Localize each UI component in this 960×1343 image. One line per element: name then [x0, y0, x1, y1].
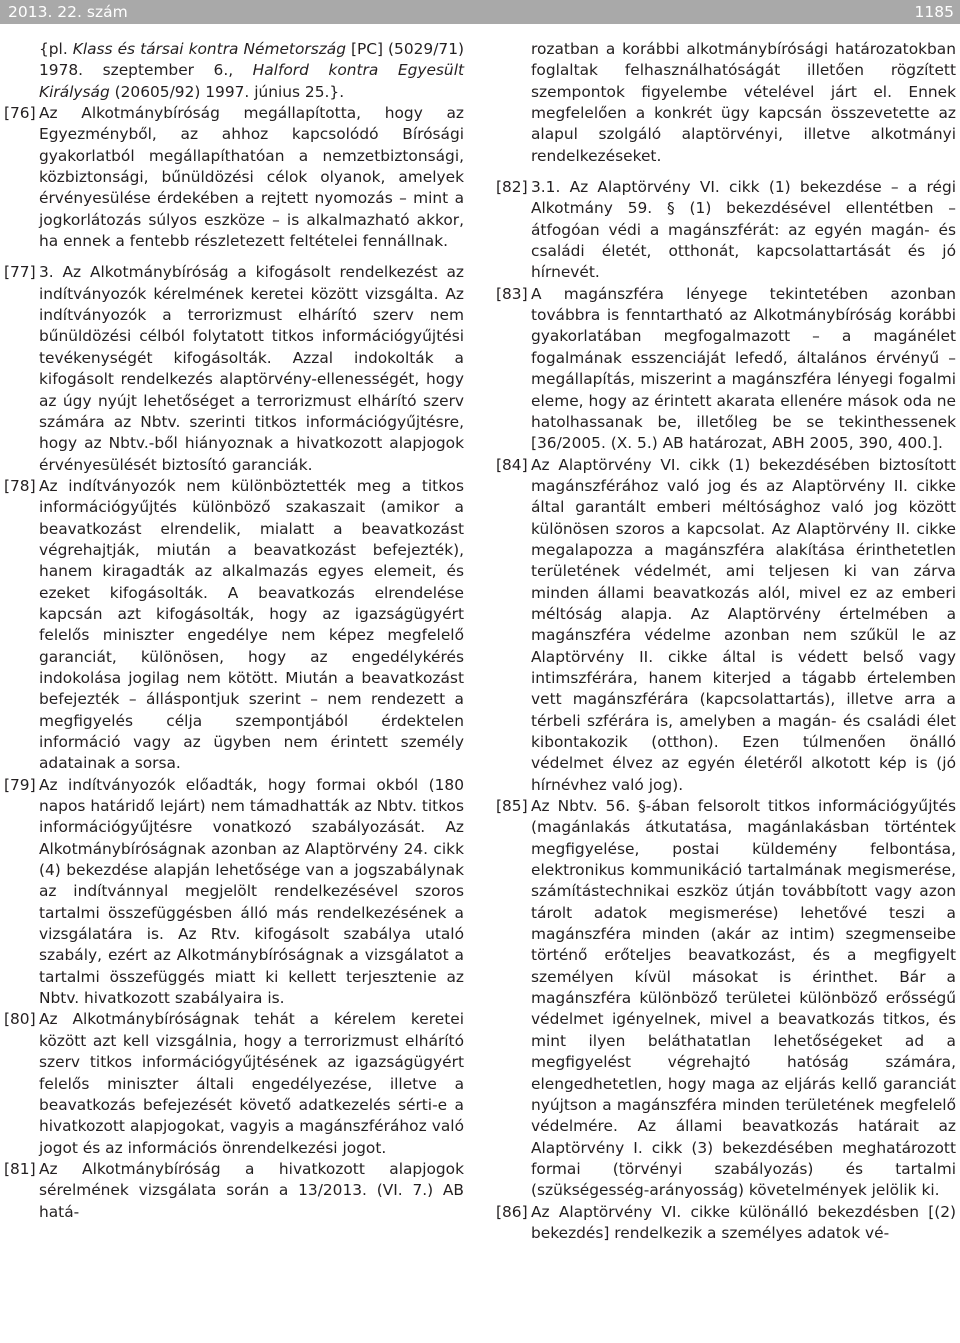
- paragraph-text: Az Alkotmánybíróság a hivatkozott alapjogok sérelmének vizsgálata során a 13/2013. (VI. 7.) AB hatá-: [39, 1159, 464, 1221]
- paragraph-number: [83]: [496, 284, 528, 303]
- paragraph-number: [79]: [4, 775, 36, 794]
- paragraph-text: rozatban a korábbi alkotmánybírósági határozatokban foglaltak felhasználhatóságát illetően rögzített szempontok figyelembe vételével járt el. Ennek megfelelően a konkrét ügy kapcsán összevetette az alapul szolgáló alaptörvényi, illetve alkotmányi rendelkezéseket.: [531, 40, 956, 165]
- paragraph-82: [496, 177, 956, 284]
- citation-case-1: Klass és társai kontra Németország: [72, 40, 346, 58]
- paragraph-86: [496, 1202, 956, 1245]
- paragraph-79: [4, 775, 464, 1010]
- paragraph-76: [4, 103, 464, 252]
- paragraph-text: Az Alkotmánybíróság megállapította, hogy az Egyezményből, az ahhoz kapcsolódó Bírósági gyakorlatból megállapíthatóan a nemzetbiztonsági, közbiztonsági, bűnüldözési célok olyanok, amelyek érvényesülése érdekében a rejtett nyomozás – mint a jogkorlátozás súlyos eszköze – is alkalmazható akkor, ha ennek a fentebb részletezett feltételei fennállnak.: [39, 104, 464, 251]
- right-column: [496, 39, 956, 1244]
- citation-text-2: [PC] (5029/71) 1978. szeptember 6.,: [39, 40, 464, 80]
- paragraph-number: [76]: [4, 104, 36, 123]
- paragraph-80: [4, 1009, 464, 1158]
- paragraph-number: [77]: [4, 263, 36, 282]
- page-number: 1185: [914, 3, 954, 21]
- paragraph-text: Az Alaptörvény VI. cikk (1) bekezdésében biztosított magánszférához való jog és az Alaptörvény II. cikke által garantált emberi méltósághoz való jog között különösen szoros a kapcsolat. Az Alaptörvény II. cikke megalapozza a magánszféra alakítása érinthetetlen területének védelmét, ami teljesen ki van zárva minden állami beavatkozás alól, mivel ez az emberi méltóság alapja. Az Alaptörvény értelmében a magánszféra védelme azonban nem szűkül le az Alaptörvény II. cikke által is védett belső vagy intimszférára, hanem kiterjed a tágabb értelemben vett magánszférára (kapcsolattartás), illetve arra a térbeli szférára is, amelyben a magán- és családi élet kibontakozik (otthon). Ezen túlmenően önálló védelmet élvez az egyén életéről alkotott kép is (jó hírnévhez való jog).: [531, 455, 956, 794]
- citation-text-1: {pl.: [39, 40, 73, 58]
- paragraph-number: [78]: [4, 476, 36, 495]
- citation-case-2: Halford kontra Egyesült Királyság: [39, 61, 464, 101]
- paragraph-84: [496, 455, 956, 797]
- issue-label: 2013. 22. szám: [8, 3, 128, 21]
- paragraph-text: 3.1. Az Alaptörvény VI. cikk (1) bekezdése – a régi Alkotmány 59. § (1) bekezdésével ellentétben – átfogóan védi a magánszférát: az egyén magán- és családi életét, otthonát, kapcsolattartását és jó hírnevét.: [531, 178, 956, 282]
- paragraph-text: Az Nbtv. 56. §-ában felsorolt titkos információgyűjtés (magánlakás átkutatása, magánlakásban történtek megfigyelése, postai küldemény felbontása, elektronikus kommunikáció tartalmának megismerése, számítástechnikai eszköz útján továbbított vagy azon tárolt adatok megismerése) lehetővé teszi a magánszféra minden (akár az intim) szegmenseibe történő erőteljes beavatkozást, és a megfigyelt személyen kívül másokat is érinthet. Bár a magánszféra különböző területei különböző erősségű védelmet igényelnek, mivel a beavatkozás titkos, és mint ilyen beláthatatlan lehetőségeket ad a megfigyelést végrehajtó hatóság számára, elengedhetetlen, hogy maga az eljárás kellő garanciát nyújtson a magánszféra minden területének megfelelő védelmére. Az állami beavatkozás határait az Alaptörvény I. cikk (3) bekezdésében meghatározott formai (törvényi szabályozás) és tartalmi (szükségesség-arányosság) követelmények jelölik ki.: [531, 797, 956, 1200]
- continuation-paragraph: [496, 39, 956, 167]
- citation-paragraph: [4, 39, 464, 103]
- paragraph-text: 3. Az Alkotmánybíróság a kifogásolt rendelkezést az indítványozók kérelmének keretei között vizsgálta. Az indítványozók a terrorizmust elhárító szerv nem bűnüldözési célból folytatott titkos információgyűjtési tevékenységét kifogásolták. Azzal indokolták a kifogásolt rendelkezés alaptörvény-ellenességét, hogy az úgy nyújt lehetőséget a terrorizmust elhárító szerv számára az Nbtv. szerinti titkos információgyűjtésre, hogy az Nbtv.-ből hiányoznak a hivatkozott alapjogok érvényesülését biztosító garanciák.: [39, 263, 464, 474]
- paragraph-text: Az Alkotmánybíróságnak tehát a kérelem keretei között azt kell vizsgálnia, hogy a terrorizmust elhárító szerv titkos információgyűjtésének az igazságügyért felelős miniszter általi engedélyezése, illetve a beavatkozás befejezését követő adatkezelés sérti-e a hivatkozott alapjogokat, vagyis a magánszférához való jogot és az információs önrendelkezési jogot.: [39, 1010, 464, 1157]
- paragraph-text: Az indítványozók nem különböztették meg a titkos információgyűjtés különböző szakaszait (amikor a beavatkozást elrendelik, mialatt a beavatkozást végrehajtják, miután a beavatkozást befejezték), hanem kiragadták az alkalmazás egyes elemeit, és ezeket kifogásolták. A beavatkozás elrendelése kapcsán azt kifogásolták, hogy az igazságügyért felelős miniszter engedélye nem képez megfelelő garanciát, különösen, hogy az engedélykérés indokolása jogilag nem kötött. Miután a beavatkozást befejezték – álláspontjuk szerint – nem rendezett a megfigyelés célja szempontjából érdektelen információ vagy az ügyben nem érintett személy adatainak a sorsa.: [39, 476, 464, 773]
- paragraph-number: [82]: [496, 178, 528, 197]
- paragraph-text: Az indítványozók előadták, hogy formai okból (180 napos határidő lejárt) nem támadhatták az Nbtv. titkos információgyűjtésre vonatkozó szabályozását. Az Alkotmánybíróságnak azonban az Alaptörvény 24. cikk (4) bekezdése alapján lehetősége van a jogszabálynak az indítvánnyal megjelölt rendelkezésével szoros tartalmi összefüggésben álló más rendelkezésének a vizsgálatára is. Az Rtv. kifogásolt szabálya utaló szabály, ezért az Alkotmánybíróságnak a vizsgálatot a tartalmi összefüggés miatt ki kellett terjesztenie az Nbtv. hivatkozott szabályaira is.: [39, 775, 464, 1008]
- paragraph-78: [4, 476, 464, 775]
- paragraph-number: [81]: [4, 1159, 36, 1178]
- paragraph-83: [496, 284, 956, 455]
- paragraph-number: [80]: [4, 1010, 36, 1029]
- paragraph-text: A magánszféra lényege tekintetében azonban továbbra is fenntartható az Alkotmánybíróság korábbi gyakorlatában megfogalmazott – a magánélet fogalmának esszenciáját lefedő, általános érvényű – megállapítás, miszerint a magánszféra lényegi fogalmi eleme, hogy az érintett akarata ellenére mások oda ne hatolhassanak be, illetőleg be se tekinthessenek [36/2005. (X. 5.) AB határozat, ABH 2005, 390, 400.].: [531, 284, 956, 453]
- paragraph-81: [4, 1159, 464, 1223]
- page-header: [0, 0, 960, 24]
- paragraph-number: [84]: [496, 455, 528, 474]
- paragraph-77: [4, 262, 464, 475]
- citation-text-3: (20605/92) 1997. június 25.}.: [109, 82, 345, 101]
- paragraph-85: [496, 796, 956, 1202]
- paragraph-number: [86]: [496, 1202, 528, 1221]
- paragraph-text: Az Alaptörvény VI. cikke különálló bekezdésben [(2) bekezdés] rendelkezik a személyes adatok vé-: [531, 1202, 956, 1242]
- left-column: [4, 39, 464, 1223]
- paragraph-number: [85]: [496, 797, 528, 816]
